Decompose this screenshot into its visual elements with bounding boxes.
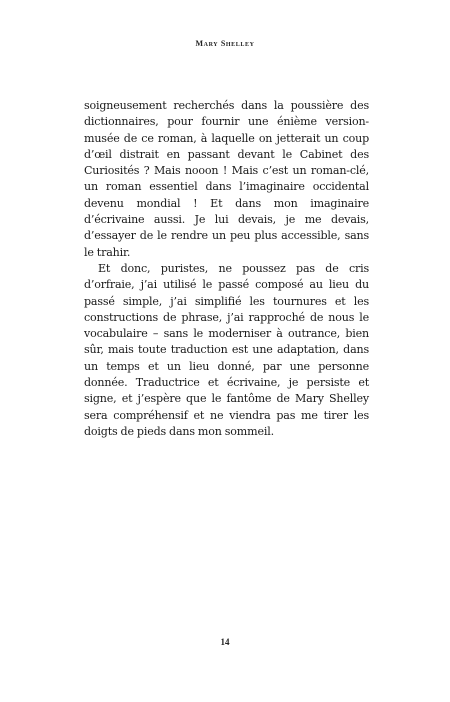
page-number: 14	[220, 637, 230, 647]
paragraph: Et donc, puristes, ne poussez pas de cris d’orfraie, j’ai utilisé le passé composé au lieu du passé simple, j’ai simplifié les tournures et les constructions de phrase, j’ai rapproché de nous le vocabulaire – sans le moderniser à outrance, bien sûr, mais toute traduction est une adaptation, dans un temps et un lieu donné, par une personne donnée. Traductrice et écrivaine, je persiste et signe, et j’espère que le fantôme de Mary Shelley sera compréhensif et ne viendra pas me tirer les doigts de pieds dans mon sommeil.	[84, 261, 369, 438]
running-head: Mary Shelley	[195, 39, 255, 48]
body-text	[84, 98, 369, 440]
paragraph-continued: soigneusement recherchés dans la poussière des dictionnaires, pour fournir une énième version-musée de ce roman, à laquelle on jetterait un coup d’œil distrait en passant devant le Cabinet des Curiosités ? Mais nooon ! Mais c’est un roman-clé, un roman essentiel dans l’imaginaire occidental devenu mondial ! Et dans mon imaginaire d’écrivaine aussi. Je lui devais, je me devais, d’essayer de le rendre un peu plus accessible, sans le trahir.	[84, 99, 369, 259]
